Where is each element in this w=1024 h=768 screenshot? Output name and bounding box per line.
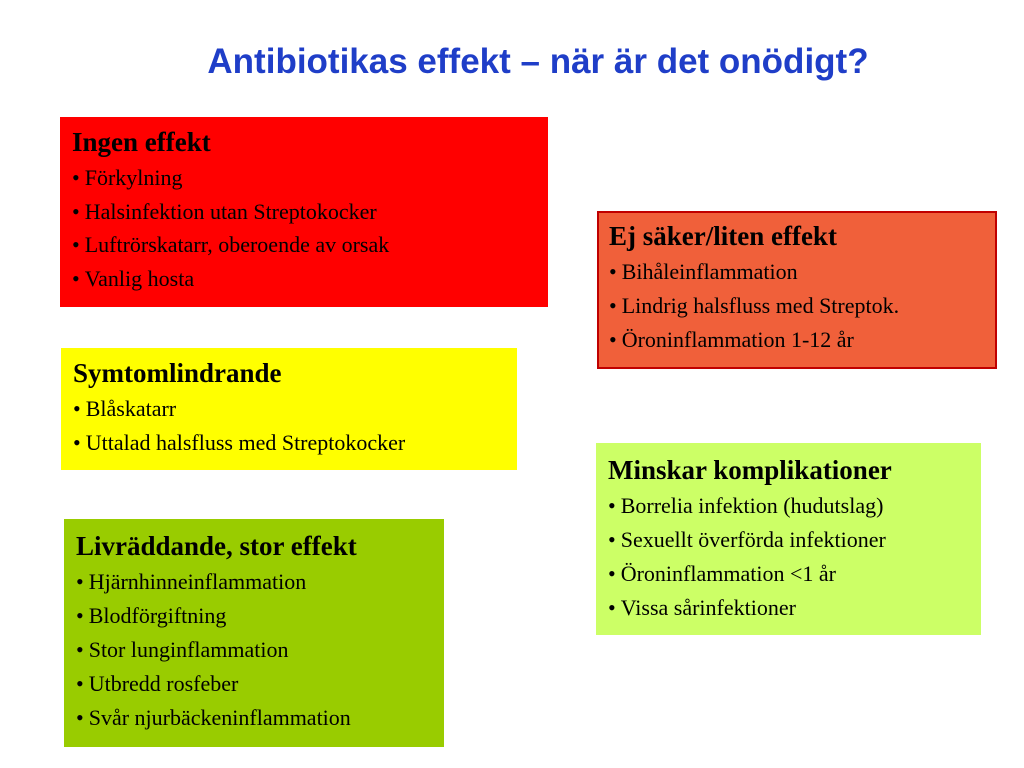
box-heading: Ingen effekt [72,127,211,157]
box-symtomlindrande [61,348,517,470]
box-livraddande [64,519,444,747]
list-item: • Blodförgiftning [76,599,434,633]
list-item: • Stor lunginflammation [76,633,434,667]
list-item: • Hjärnhinneinflammation [76,565,434,599]
list-item: • Borrelia infektion (hudutslag) [608,489,971,523]
box-heading: Symtomlindrande [73,358,282,388]
list-item: • Bihåleinflammation [609,255,985,289]
box-heading: Ej säker/liten effekt [609,221,837,251]
box-minskar-komplikationer [596,443,981,635]
list-item: • Vanlig hosta [72,262,538,296]
box-ej-saker-effekt [597,211,997,369]
slide-title: Antibiotikas effekt – när är det onödigt? [207,42,869,81]
item-list [73,392,507,460]
list-item: • Sexuellt överförda infektioner [608,523,971,557]
list-item: • Öroninflammation <1 år [608,557,971,591]
list-item: • Svår njurbäckeninflammation [76,701,434,735]
list-item: • Halsinfektion utan Streptokocker [72,195,538,229]
list-item: • Luftrörskatarr, oberoende av orsak [72,228,538,262]
item-list [72,161,538,295]
box-ingen-effekt [60,117,548,307]
list-item: • Öroninflammation 1-12 år [609,323,985,357]
item-list [76,565,434,735]
list-item: • Utbredd rosfeber [76,667,434,701]
list-item: • Förkylning [72,161,538,195]
list-item: • Uttalad halsfluss med Streptokocker [73,426,507,460]
list-item: • Lindrig halsfluss med Streptok. [609,289,985,323]
item-list [609,255,985,357]
box-heading: Minskar komplikationer [608,455,892,485]
list-item: • Vissa sårinfektioner [608,591,971,625]
box-heading: Livräddande, stor effekt [76,531,357,561]
list-item: • Blåskatarr [73,392,507,426]
item-list [608,489,971,625]
